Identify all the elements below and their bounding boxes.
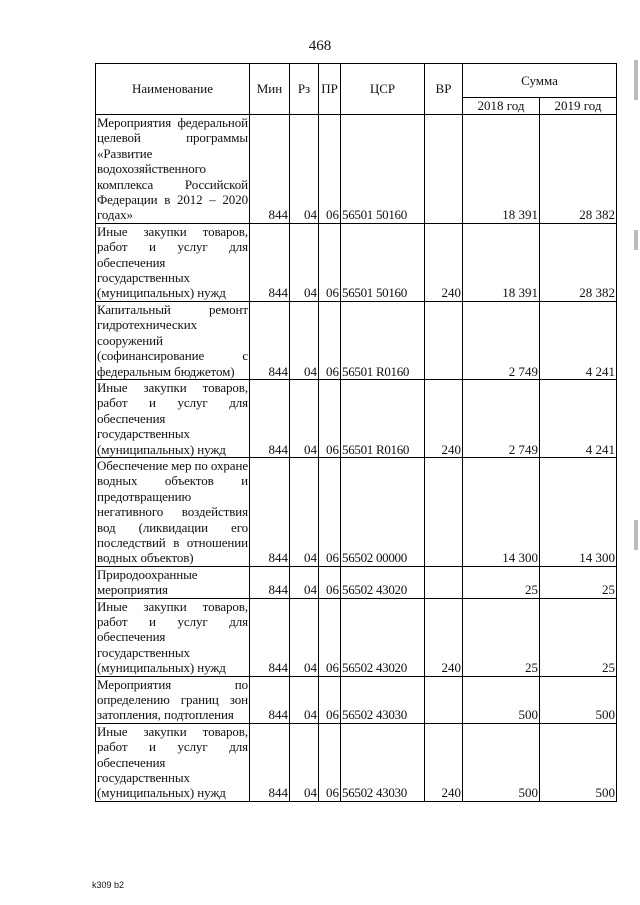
row-sum-2018: 18 391 (463, 223, 540, 301)
row-csr: 56501 50160 (341, 115, 425, 224)
row-sum-2018: 14 300 (463, 457, 540, 566)
table-row (96, 379, 617, 457)
row-sum-2018: 500 (463, 723, 540, 801)
table-row (96, 566, 617, 598)
row-sum-2019: 28 382 (540, 223, 617, 301)
row-min: 844 (250, 676, 290, 723)
row-sum-2019: 4 241 (540, 379, 617, 457)
row-rz: 04 (290, 301, 319, 379)
row-sum-2018: 2 749 (463, 301, 540, 379)
table-row (96, 723, 617, 801)
row-pr: 06 (319, 566, 341, 598)
row-vr (425, 566, 463, 598)
row-sum-2019: 4 241 (540, 301, 617, 379)
row-name: Иные закупки товаров, работ и услуг для обеспечения государственных (муниципальных) нужд (97, 723, 248, 801)
row-min: 844 (250, 223, 290, 301)
footer-code: k309 b2 (92, 880, 125, 890)
table-row (96, 676, 617, 723)
row-name: Иные закупки товаров, работ и услуг для обеспечения государственных (муниципальных) нужд (97, 223, 248, 301)
page-number: 468 (308, 38, 332, 54)
row-csr: 56502 43020 (341, 598, 425, 676)
row-rz: 04 (290, 723, 319, 801)
header-vr: ВР (425, 64, 463, 115)
scan-edge-mark (634, 60, 638, 100)
row-vr: 240 (425, 379, 463, 457)
row-pr: 06 (319, 301, 341, 379)
row-sum-2019: 28 382 (540, 115, 617, 224)
header-min: Мин (250, 64, 290, 115)
row-vr: 240 (425, 223, 463, 301)
row-vr: 240 (425, 598, 463, 676)
row-vr (425, 457, 463, 566)
row-csr: 56501 R0160 (341, 379, 425, 457)
row-csr: 56502 43030 (341, 676, 425, 723)
row-min: 844 (250, 598, 290, 676)
row-sum-2018: 25 (463, 598, 540, 676)
row-vr: 240 (425, 723, 463, 801)
row-csr: 56501 R0160 (341, 301, 425, 379)
budget-table (95, 63, 617, 802)
row-pr: 06 (319, 723, 341, 801)
row-csr: 56502 43030 (341, 723, 425, 801)
row-pr: 06 (319, 676, 341, 723)
row-rz: 04 (290, 566, 319, 598)
row-min: 844 (250, 379, 290, 457)
header-csr: ЦСР (341, 64, 425, 115)
row-sum-2019: 500 (540, 723, 617, 801)
row-pr: 06 (319, 115, 341, 224)
header-year-2019: 2019 год (540, 98, 617, 115)
row-csr: 56502 43020 (341, 566, 425, 598)
header-sum: Сумма (463, 64, 617, 98)
row-name: Обеспечение мер по охране водных объектов и предотвращению негативного воздействия вод (ликвидации его последствий в отношении водных объектов) (97, 457, 248, 566)
row-rz: 04 (290, 223, 319, 301)
row-sum-2019: 14 300 (540, 457, 617, 566)
row-pr: 06 (319, 223, 341, 301)
row-pr: 06 (319, 379, 341, 457)
row-vr (425, 676, 463, 723)
row-vr (425, 301, 463, 379)
row-name: Природоохранные мероприятия (96, 566, 250, 598)
row-sum-2018: 500 (463, 676, 540, 723)
row-rz: 04 (290, 115, 319, 224)
table-row (96, 598, 617, 676)
row-csr: 56501 50160 (341, 223, 425, 301)
row-min: 844 (250, 723, 290, 801)
header-name: Наименование (96, 64, 250, 115)
scan-edge-mark (634, 230, 638, 250)
table-row (96, 115, 617, 224)
row-min: 844 (250, 115, 290, 224)
row-rz: 04 (290, 457, 319, 566)
header-rz: Рз (290, 64, 319, 115)
row-sum-2018: 18 391 (463, 115, 540, 224)
row-name: Капитальный ремонт гидротехнических сооружений (софинансирование с федеральным бюджетом) (97, 301, 248, 379)
row-vr (425, 115, 463, 224)
table-row (96, 223, 617, 301)
table-row (96, 457, 617, 566)
row-sum-2019: 25 (540, 566, 617, 598)
row-name: Мероприятия по определению границ зон затопления, подтопления (97, 676, 248, 723)
row-sum-2018: 2 749 (463, 379, 540, 457)
scan-edge-mark (634, 520, 638, 550)
row-sum-2019: 25 (540, 598, 617, 676)
row-pr: 06 (319, 598, 341, 676)
table-row (96, 301, 617, 379)
row-min: 844 (250, 301, 290, 379)
row-sum-2019: 500 (540, 676, 617, 723)
row-rz: 04 (290, 598, 319, 676)
row-name: Иные закупки товаров, работ и услуг для обеспечения государственных (муниципальных) нужд (97, 379, 248, 457)
row-csr: 56502 00000 (341, 457, 425, 566)
row-min: 844 (250, 457, 290, 566)
header-pr: ПР (319, 64, 341, 115)
row-name: Мероприятия федеральной целевой программы «Развитие водохозяйственного комплекса Российской Федерации в 2012 – 2020 годах» (97, 115, 248, 223)
row-rz: 04 (290, 676, 319, 723)
row-name: Иные закупки товаров, работ и услуг для обеспечения государственных (муниципальных) нужд (97, 598, 248, 676)
row-min: 844 (250, 566, 290, 598)
row-pr: 06 (319, 457, 341, 566)
row-rz: 04 (290, 379, 319, 457)
header-year-2018: 2018 год (463, 98, 540, 115)
row-sum-2018: 25 (463, 566, 540, 598)
